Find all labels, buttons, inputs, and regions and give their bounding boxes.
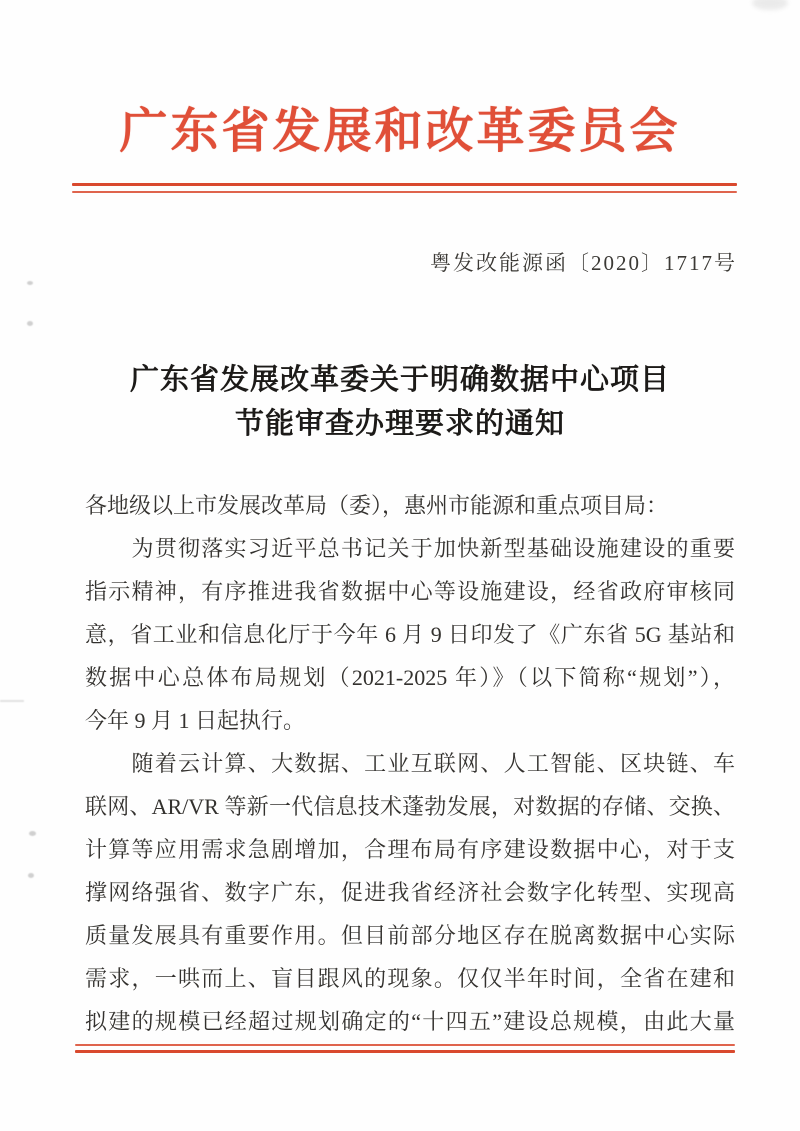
body-line: 随着云计算、大数据、工业互联网、人工智能、区块链、车 — [85, 751, 735, 776]
footer-divider-thin-line — [75, 1044, 735, 1046]
letterhead-divider-thin-line — [72, 191, 737, 193]
body-line: 拟建的规模已经超过规划确定的“十四五”建设总规模，由此大量 — [85, 1009, 735, 1034]
body-line: 意，省工业和信息化厅于今年 6 月 9 日印发了《广东省 5G 基站和 — [85, 622, 735, 647]
body-line: 数据中心总体布局规划（2021-2025 年）》（以下简称“规划”）， — [85, 665, 735, 690]
letterhead-divider-thick-line — [72, 183, 737, 186]
body-line: 计算等应用需求急剧增加，合理布局有序建设数据中心，对于支 — [85, 837, 735, 862]
body-line: 指示精神，有序推进我省数据中心等设施建设，经省政府审核同 — [85, 579, 735, 604]
document-title-line-2: 节能审查办理要求的通知 — [234, 408, 565, 440]
scan-artifact — [752, 0, 788, 10]
document-title-line-1: 广东省发展改革委关于明确数据中心项目 — [129, 364, 670, 396]
body-line: 撑网络强省、数字广东，促进我省经济社会数字化转型、实现高 — [85, 880, 735, 905]
document-title — [0, 358, 800, 446]
scan-artifact — [0, 700, 24, 702]
footer-divider — [75, 1044, 735, 1053]
scan-artifact — [27, 321, 33, 326]
agency-letterhead: 广东省发展和改革委员会 — [119, 105, 681, 158]
body-line: 今年 9 月 1 日起执行。 — [85, 708, 306, 733]
body-line: 为贯彻落实习近平总书记关于加快新型基础设施建设的重要 — [85, 536, 735, 561]
footer-divider-thick-line — [75, 1050, 735, 1053]
scan-artifact — [28, 873, 34, 878]
scan-artifact — [27, 281, 33, 285]
body-line: 质量发展具有重要作用。但目前部分地区存在脱离数据中心实际 — [85, 923, 735, 948]
body-line: 各地级以上市发展改革局（委），惠州市能源和重点项目局： — [85, 493, 669, 518]
body-line: 需求，一哄而上、盲目跟风的现象。仅仅半年时间，全省在建和 — [85, 966, 735, 991]
scan-artifact — [29, 831, 36, 836]
body-line: 联网、AR/VR 等新一代信息技术蓬勃发展，对数据的存储、交换、 — [85, 794, 735, 819]
letterhead-divider — [72, 183, 737, 193]
document-body — [85, 484, 735, 1043]
reference-number: 粤发改能源函〔2020〕1717号 — [430, 251, 737, 275]
